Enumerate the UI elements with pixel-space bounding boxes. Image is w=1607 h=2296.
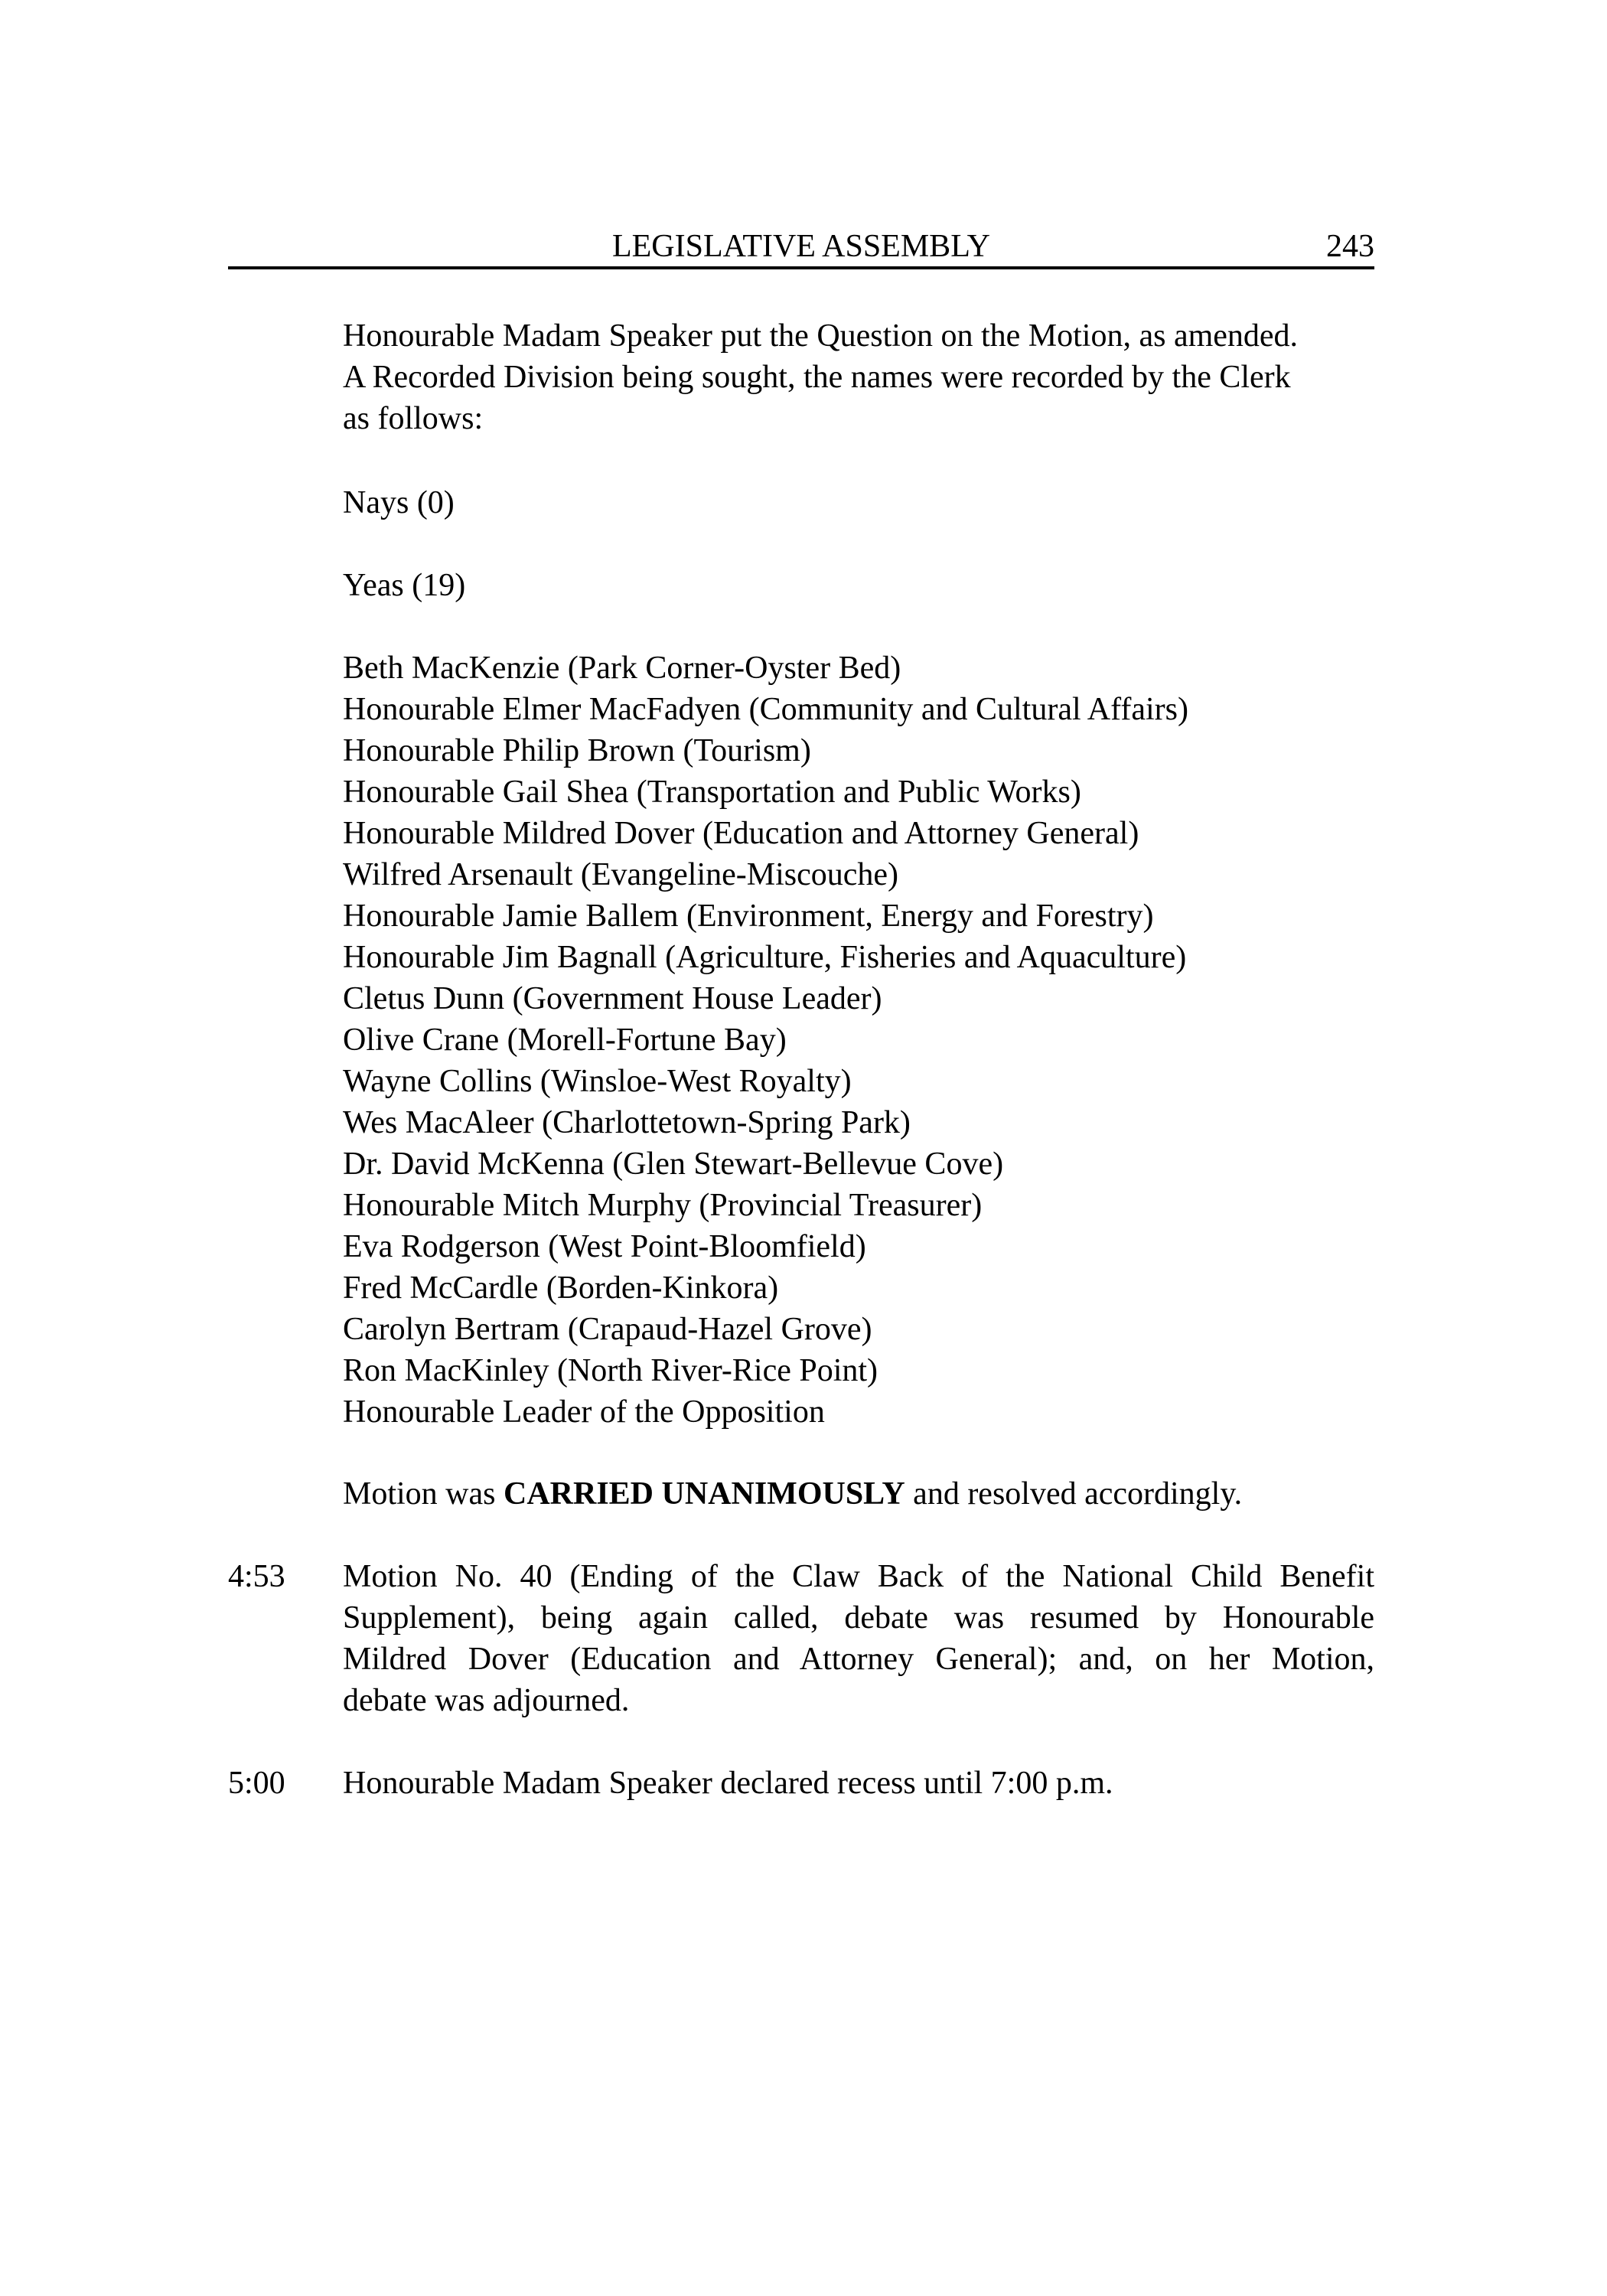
member-item: Beth MacKenzie (Park Corner-Oyster Bed) <box>343 651 901 686</box>
entry-time: 5:00 <box>228 1766 285 1801</box>
member-item: Fred McCardle (Borden-Kinkora) <box>343 1270 779 1306</box>
motion-40-entry <box>343 1556 1374 1721</box>
entry-line: debate was adjourned. <box>343 1683 630 1718</box>
yeas-count: Yeas (19) <box>343 568 466 603</box>
entry-line: Mildred Dover (Education and Attorney General); and, on her Motion, <box>343 1642 1374 1677</box>
member-item: Honourable Elmer MacFadyen (Community and Cultural Affairs) <box>343 692 1188 727</box>
member-item: Honourable Gail Shea (Transportation and Public Works) <box>343 775 1081 810</box>
member-item: Wayne Collins (Winsloe-West Royalty) <box>343 1064 852 1099</box>
nays-count: Nays (0) <box>343 485 455 520</box>
member-item: Dr. David McKenna (Glen Stewart-Bellevue Cove) <box>343 1146 1004 1182</box>
page-header <box>228 227 1374 269</box>
motion-result <box>343 1473 1374 1515</box>
member-item: Olive Crane (Morell-Fortune Bay) <box>343 1022 787 1058</box>
member-item: Wilfred Arsenault (Evangeline-Miscouche) <box>343 857 899 892</box>
entry-line: Supplement), being again called, debate was resumed by Honourable <box>343 1600 1374 1636</box>
paragraph-line: as follows: <box>343 401 484 436</box>
entry-line: Motion No. 40 (Ending of the Claw Back of the National Child Benefit <box>343 1559 1374 1594</box>
members-list <box>343 647 1374 1433</box>
page-number: 243 <box>1326 229 1374 264</box>
member-item: Honourable Philip Brown (Tourism) <box>343 733 811 768</box>
entry-time: 4:53 <box>228 1559 285 1594</box>
member-item: Honourable Jim Bagnall (Agriculture, Fisheries and Aquaculture) <box>343 940 1187 975</box>
member-item: Cletus Dunn (Government House Leader) <box>343 981 882 1016</box>
member-item: Honourable Mildred Dover (Education and Attorney General) <box>343 816 1139 851</box>
paragraph-line: A Recorded Division being sought, the names were recorded by the Clerk <box>343 360 1291 395</box>
entry-line: Honourable Madam Speaker declared recess until 7:00 p.m. <box>343 1766 1113 1801</box>
member-item: Honourable Jamie Ballem (Environment, Energy and Forestry) <box>343 899 1154 934</box>
member-item: Honourable Leader of the Opposition <box>343 1394 825 1430</box>
result-emphasis: CARRIED UNANIMOUSLY <box>504 1476 905 1512</box>
member-item: Carolyn Bertram (Crapaud-Hazel Grove) <box>343 1312 872 1347</box>
paragraph-line: Honourable Madam Speaker put the Question on the Motion, as amended. <box>343 318 1299 354</box>
result-prefix: Motion was <box>343 1476 504 1512</box>
header-title: LEGISLATIVE ASSEMBLY <box>612 229 990 264</box>
question-paragraph <box>343 315 1374 439</box>
result-suffix: and resolved accordingly. <box>905 1476 1243 1512</box>
member-item: Wes MacAleer (Charlottetown-Spring Park) <box>343 1105 911 1140</box>
member-item: Ron MacKinley (North River-Rice Point) <box>343 1353 878 1388</box>
member-item: Eva Rodgerson (West Point-Bloomfield) <box>343 1229 866 1264</box>
member-item: Honourable Mitch Murphy (Provincial Treasurer) <box>343 1188 983 1223</box>
recess-entry <box>343 1763 1374 1804</box>
